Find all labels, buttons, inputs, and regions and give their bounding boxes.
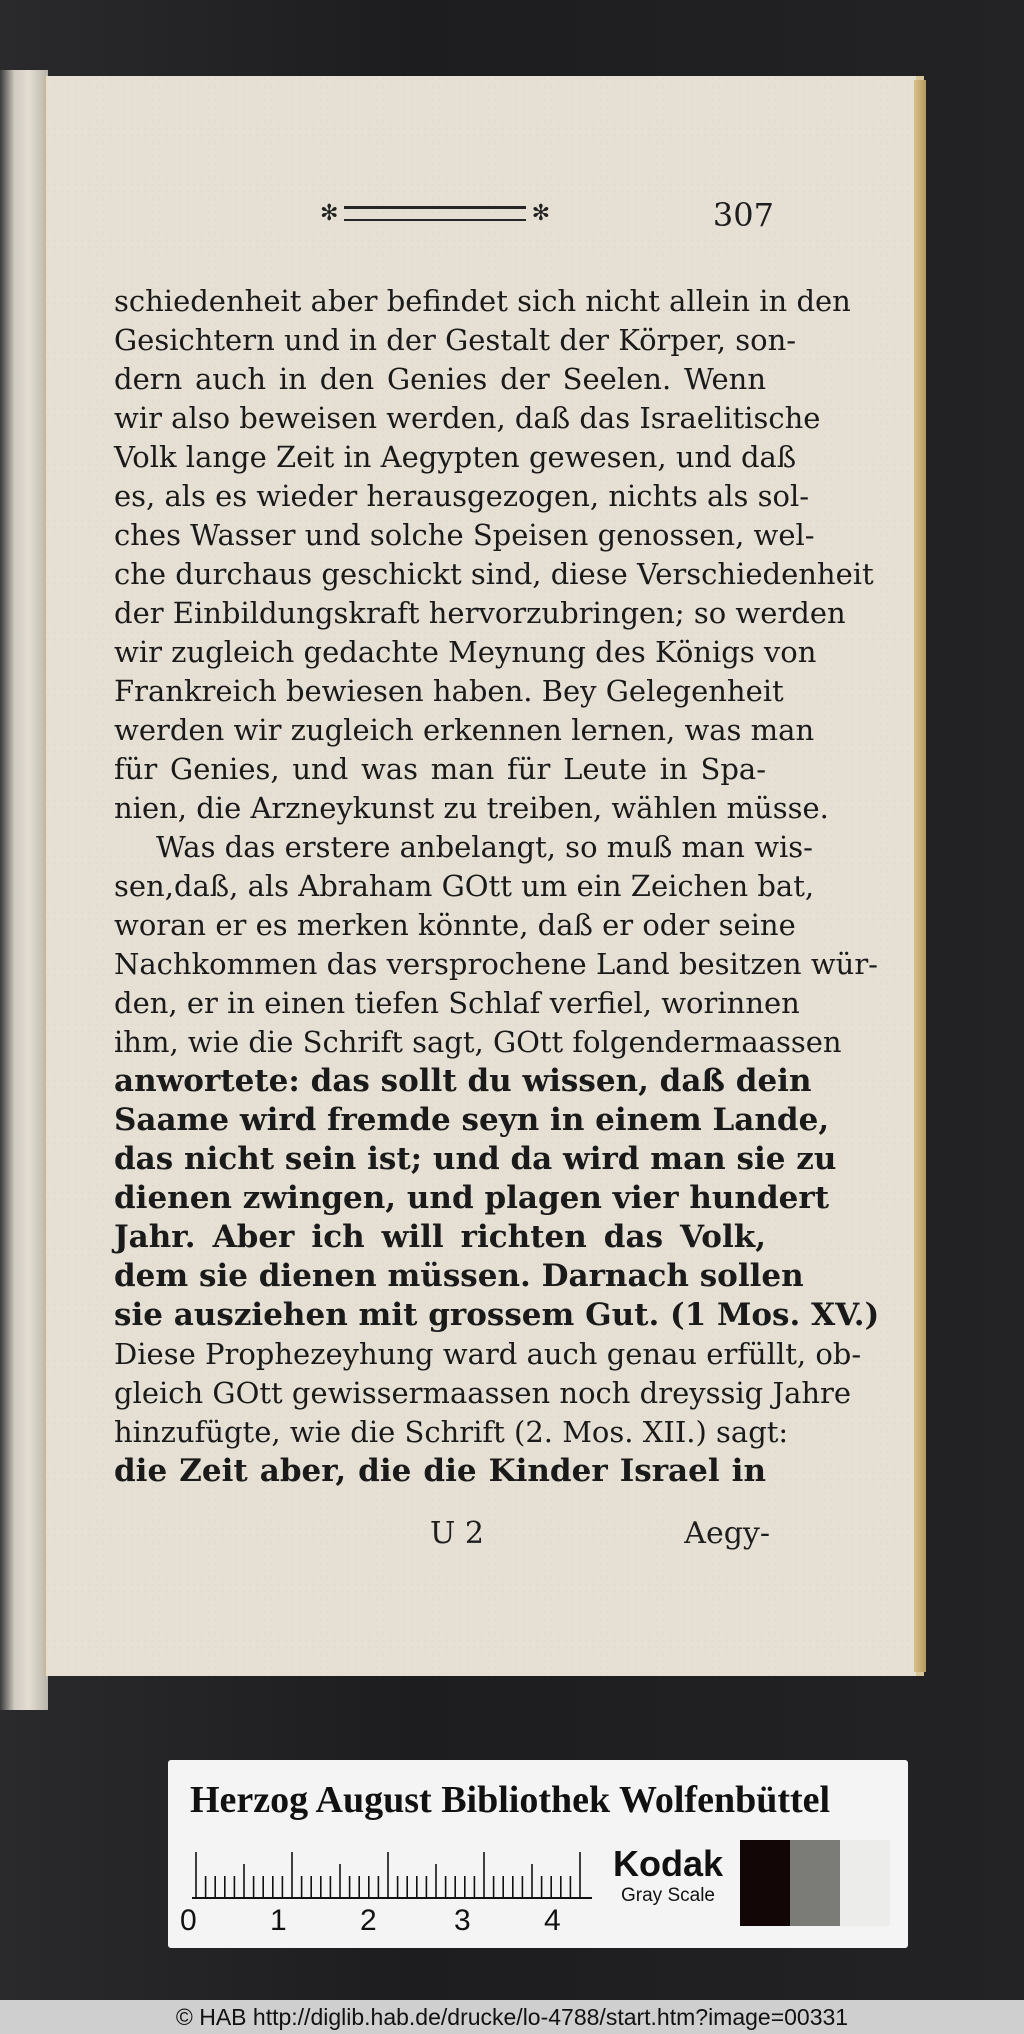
text-line: gleich GOtt gewissermaassen noch dreyssig Jahre [114,1376,852,1410]
catchword: Aegy- [684,1516,770,1551]
text-line: Volk lange Zeit in Aegypten gewesen, und daß [114,440,797,474]
text-line: che durchaus geschickt sind, diese Verschiedenheit [114,557,874,591]
text-line: werden wir zugleich erkennen lernen, was man [114,713,815,747]
text-line: schiedenheit aber befindet sich nicht allein in den [114,284,851,318]
signature-mark: U 2 [430,1516,484,1551]
kodak-logo [602,1844,734,1924]
scale-labels [180,1904,600,1938]
text-line: die Zeit aber, die die Kinder Israel in [114,1453,766,1489]
text-line: hinzufügte, wie die Schrift (2. Mos. XII.) sagt: [114,1415,789,1449]
text-line: nien, die Arzneykunst zu treiben, wählen müsse. [114,791,829,825]
ornament-star-icon: ✻ [320,200,339,226]
scale-label: 3 [454,1904,471,1937]
text-line: Frankreich bewiesen haben. Bey Gelegenheit [114,674,784,708]
text-line: das nicht sein ist; und da wird man sie zu [114,1141,837,1177]
text-line: Jahr. Aber ich will richten das Volk, [114,1219,766,1255]
text-line: sie ausziehen mit grossem Gut. (1 Mos. XV.) [114,1297,880,1333]
page-gilt-edge [914,80,926,1672]
text-line: den, er in einen tiefen Schlaf verfiel, worinnen [114,986,800,1020]
text-line: woran er es merken könnte, daß er oder seine [114,908,796,942]
text-line: sen,daß, als Abraham GOtt um ein Zeichen bat, [114,869,815,903]
scale-label: 2 [360,1904,377,1937]
text-line: der Einbildungskraft hervorzubringen; so werden [114,596,846,630]
library-color-card [168,1760,908,1948]
text-line: anwortete: das sollt du wissen, daß dein [114,1063,812,1099]
text-line: Diese Prophezeyhung ward auch genau erfüllt, ob- [114,1337,862,1371]
page-header [320,196,774,236]
body-text [114,282,880,1491]
page-number: 307 [712,196,774,234]
text-line: ihm, wie die Schrift sagt, GOtt folgendermaassen [114,1025,842,1059]
text-line: wir also beweisen werden, daß das Israelitische [114,401,821,435]
text-line: dem sie dienen müssen. Darnach sollen [114,1258,804,1294]
text-line: dern auch in den Genies der Seelen. Wenn [114,362,766,396]
gray-swatch [790,1840,840,1926]
kodak-subtitle: Gray Scale [621,1885,715,1906]
text-line: es, als es wieder herausgezogen, nichts als sol- [114,479,810,513]
scale-label: 4 [544,1904,561,1937]
header-ornament [320,200,550,226]
text-line: ches Wasser und solche Speisen genossen, wel- [114,518,815,552]
text-line: wir zugleich gedachte Meynung des Königs von [114,635,817,669]
text-line: Was das erstere anbelangt, so muß man wis- [156,830,813,864]
gray-swatch [840,1840,890,1926]
gray-scale-swatches [740,1840,890,1926]
scale-label: 1 [270,1904,287,1937]
gray-swatch [740,1840,790,1926]
credit-line: © HAB http://diglib.hab.de/drucke/lo-4788/start.htm?image=00331 [0,2000,1024,2034]
previous-page-edge [0,70,48,1710]
text-line: Nachkommen das versprochene Land besitzen wür- [114,947,878,981]
text-line: dienen zwingen, und plagen vier hundert [114,1180,830,1216]
ornament-star-icon: ✻ [531,200,550,226]
text-line: Saame wird fremde seyn in einem Lande, [114,1102,830,1138]
library-name: Herzog August Bibliothek Wolfenbüttel [190,1779,831,1821]
ornament-rule [344,206,525,221]
scale-ruler [192,1846,592,1900]
scale-label: 0 [180,1904,197,1937]
kodak-brand: Kodak [612,1843,724,1884]
text-line: Gesichtern und in der Gestalt der Körper, son- [114,323,797,357]
text-line: für Genies, und was man für Leute in Spa- [114,752,766,786]
